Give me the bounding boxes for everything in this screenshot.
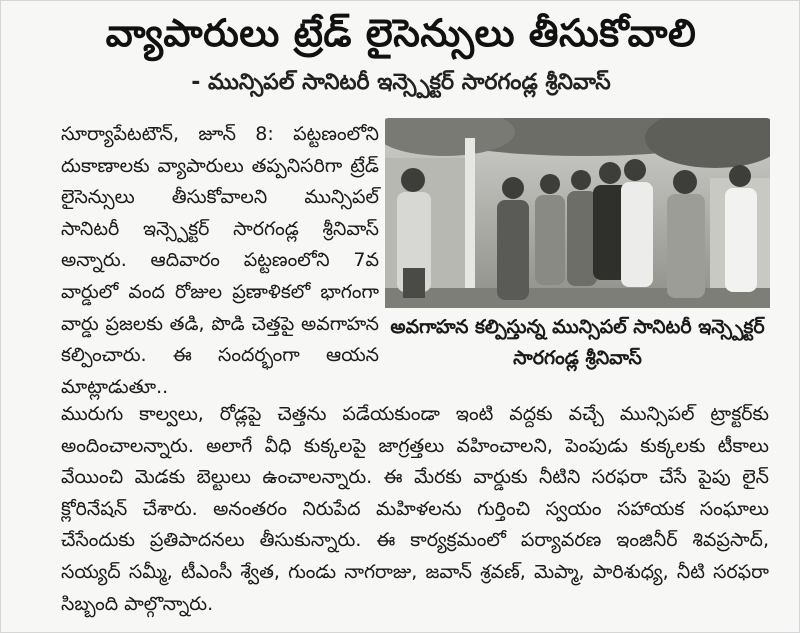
photo-caption: అవగాహన కల్పిస్తున్న మున్సిపల్ సానిటరీ ఇన్స్పెక్టర్ సారగండ్ల శ్రీనివాస్ xyxy=(390,316,765,369)
body-paragraph: మురుగు కాల్వలు, రోడ్లపై చెత్తను పడేయకుండా ఇంటి వద్దకు వచ్చే మున్సిపల్ ట్రాక్టర్‌కు అందించాలన్నారు. అలాగే వీధి కుక్కలపై జాగ్రత్తలు వహించాలని, పెంపుడు కుక్కలకు టీకాలు వేయించి మెడకు బెల్టులు ఉంచాలన్నారు. ఈ మేరకు వార్డుకు నీటిని సరఫరా చేసే పైపు లైన్ క్లోరినేషన్ చేశారు. అనంతరం నిరుపేద మహిళలను గుర్తించి స్వయం సహాయక సంఘాలు చేసేందుకు ప్రతిపాదనలు తీసుకున్నారు. ఈ కార్యక్రమంలో పర్యావరణ ఇంజినీర్ శివప్రసాద్, సయ్యద్ సమ్మీ, టీఎంసీ శ్వేత, గుండు నాగరాజు, జవాన్ శ్రవణ్, మెప్మా, పారిశుధ్య, నీటి సరఫరా సిబ్బంది పాల్గొన్నారు. xyxy=(61,403,769,615)
lead-paragraph: సూర్యాపేటటౌన్, జూన్ 8: పట్టణంలోని దుకాణాలకు వ్యాపారులు తప్పనిసరిగా ట్రేడ్ లైసెన్సులు తీసుకోవాలని మున్సిపల్ సానిటరీ ఇన్స్పెక్టర్ సారగండ్ల శ్రీనివాస్ అన్నారు. ఆదివారం పట్టణంలోని 7వ వార్డులో వంద రోజుల ప్రణాళికలో భాగంగా వార్డు ప్రజలకు తడి, పొడి చెత్తపై అవగాహన కల్పించారు. ఈ సందర్భంగా ఆయన మాట్లాడుతూ.. xyxy=(61,123,379,398)
subheadline: - మున్సిపల్ సానిటరీ ఇన్స్పెక్టర్ సారగండ్ల శ్రీనివాస్ xyxy=(191,70,611,95)
group-photo-image xyxy=(385,118,770,308)
news-photo xyxy=(385,118,770,308)
headline: వ్యాపారులు ట్రేడ్ లైసెన్సులు తీసుకోవాలి xyxy=(105,11,697,55)
